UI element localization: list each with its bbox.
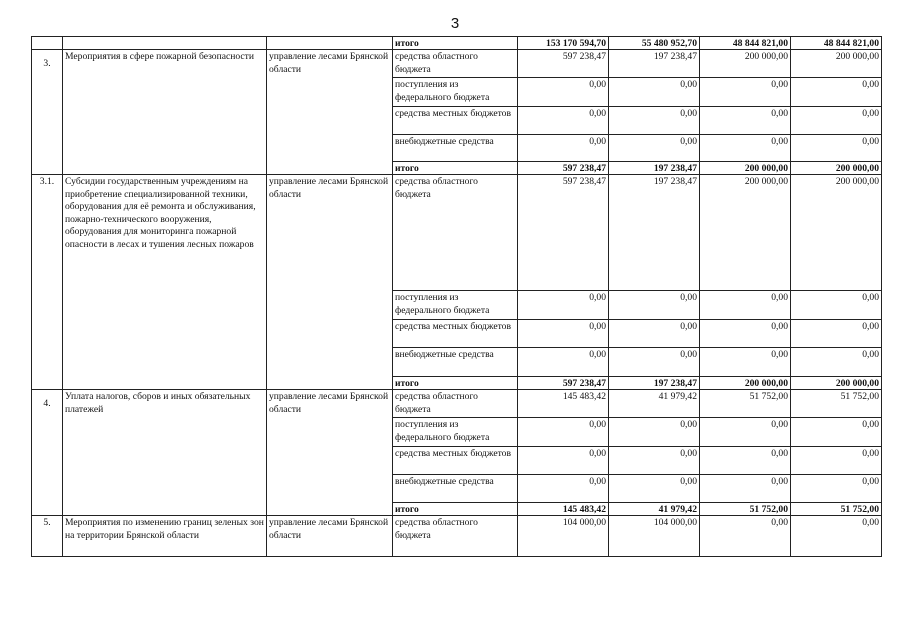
value-cell: 0,00 (700, 320, 791, 348)
value-cell: 51 752,00 (791, 503, 882, 516)
value-cell: 597 238,47 (518, 50, 609, 78)
item-title: Субсидии государственным учреждениям на приобретение специализированной техники, оборудования для её ремонта и обслуживания, пожарно-технического вооружения, оборудования для мониторинга пожарной опасности в лесах и тушения лесных пожаров (63, 175, 267, 390)
table-row (32, 516, 882, 557)
value-cell: 48 844 821,00 (700, 37, 791, 50)
source-cell: средства местных бюджетов (393, 107, 518, 135)
value-cell: 104 000,00 (609, 516, 700, 557)
value-cell: 51 752,00 (700, 503, 791, 516)
value-cell: 0,00 (518, 348, 609, 377)
source-cell: поступления из федерального бюджета (393, 291, 518, 320)
value-cell: 597 238,47 (518, 175, 609, 291)
value-cell: 0,00 (791, 78, 882, 107)
value-cell: 0,00 (609, 135, 700, 162)
value-cell: 0,00 (791, 107, 882, 135)
source-cell: итого (393, 503, 518, 516)
value-cell: 0,00 (791, 348, 882, 377)
item-title: Уплата налогов, сборов и иных обязательных платежей (63, 390, 267, 516)
value-cell: 0,00 (609, 418, 700, 447)
value-cell: 0,00 (791, 516, 882, 557)
source-cell: средства областного бюджета (393, 50, 518, 78)
value-cell: 0,00 (791, 135, 882, 162)
value-cell: 200 000,00 (700, 377, 791, 390)
value-cell: 0,00 (518, 107, 609, 135)
value-cell: 0,00 (700, 348, 791, 377)
value-cell: 0,00 (518, 447, 609, 475)
value-cell: 0,00 (700, 447, 791, 475)
value-cell: 104 000,00 (518, 516, 609, 557)
item-executor: управление лесами Брянской области (267, 50, 393, 175)
source-cell: средства областного бюджета (393, 390, 518, 418)
value-cell: 41 979,42 (609, 503, 700, 516)
value-cell: 0,00 (518, 418, 609, 447)
source-cell: средства местных бюджетов (393, 447, 518, 475)
source-cell: итого (393, 377, 518, 390)
value-cell: 200 000,00 (700, 162, 791, 175)
table-row (32, 390, 882, 418)
source-cell: итого (393, 162, 518, 175)
source-cell: средства областного бюджета (393, 516, 518, 557)
value-cell: 0,00 (518, 475, 609, 503)
source-cell: внебюджетные средства (393, 135, 518, 162)
value-cell: 145 483,42 (518, 390, 609, 418)
item-number: 3.1. (32, 175, 63, 390)
value-cell: 0,00 (700, 516, 791, 557)
value-cell: 0,00 (609, 78, 700, 107)
source-cell: внебюджетные средства (393, 475, 518, 503)
value-cell: 200 000,00 (791, 377, 882, 390)
value-cell: 197 238,47 (609, 377, 700, 390)
item-executor: управление лесами Брянской области (267, 390, 393, 516)
value-cell: 0,00 (518, 78, 609, 107)
value-cell: 197 238,47 (609, 162, 700, 175)
item-executor: управление лесами Брянской области (267, 516, 393, 557)
item-title: Мероприятия в сфере пожарной безопасности (63, 50, 267, 175)
value-cell: 145 483,42 (518, 503, 609, 516)
value-cell: 200 000,00 (791, 50, 882, 78)
item-executor: управление лесами Брянской области (267, 175, 393, 390)
value-cell: 0,00 (791, 447, 882, 475)
value-cell: 200 000,00 (791, 162, 882, 175)
table-row (32, 50, 882, 78)
value-cell: 197 238,47 (609, 50, 700, 78)
value-cell: 597 238,47 (518, 377, 609, 390)
value-cell: 200 000,00 (791, 175, 882, 291)
carryover-total-row (32, 37, 882, 50)
source-cell: поступления из федерального бюджета (393, 78, 518, 107)
value-cell: 51 752,00 (700, 390, 791, 418)
value-cell: 197 238,47 (609, 175, 700, 291)
source-cell: поступления из федерального бюджета (393, 418, 518, 447)
value-cell: 0,00 (518, 320, 609, 348)
value-cell: 0,00 (609, 475, 700, 503)
item-number: 4. (32, 390, 63, 516)
source-cell: средства областного бюджета (393, 175, 518, 291)
value-cell: 0,00 (700, 78, 791, 107)
value-cell: 0,00 (791, 320, 882, 348)
value-cell: 0,00 (700, 418, 791, 447)
value-cell: 597 238,47 (518, 162, 609, 175)
item-number: 5. (32, 516, 63, 557)
value-cell: 0,00 (700, 475, 791, 503)
table-row (32, 175, 882, 291)
item-number: 3. (32, 50, 63, 175)
value-cell: 0,00 (609, 107, 700, 135)
value-cell: 0,00 (791, 291, 882, 320)
value-cell: 153 170 594,70 (518, 37, 609, 50)
value-cell: 0,00 (609, 320, 700, 348)
item-title: Мероприятия по изменению границ зеленых зон на территории Брянской области (63, 516, 267, 557)
value-cell: 0,00 (791, 475, 882, 503)
value-cell: 41 979,42 (609, 390, 700, 418)
value-cell: 0,00 (609, 348, 700, 377)
value-cell: 200 000,00 (700, 175, 791, 291)
value-cell: 51 752,00 (791, 390, 882, 418)
budget-table (31, 36, 882, 557)
value-cell: 0,00 (518, 135, 609, 162)
page-number: 3 (450, 15, 460, 32)
value-cell: 48 844 821,00 (791, 37, 882, 50)
value-cell: 0,00 (700, 135, 791, 162)
value-cell: 0,00 (700, 291, 791, 320)
value-cell: 0,00 (791, 418, 882, 447)
value-cell: 200 000,00 (700, 50, 791, 78)
value-cell: 0,00 (609, 447, 700, 475)
value-cell: 0,00 (609, 291, 700, 320)
source-cell: итого (393, 37, 518, 50)
source-cell: внебюджетные средства (393, 348, 518, 377)
value-cell: 0,00 (700, 107, 791, 135)
source-cell: средства местных бюджетов (393, 320, 518, 348)
value-cell: 0,00 (518, 291, 609, 320)
value-cell: 55 480 952,70 (609, 37, 700, 50)
